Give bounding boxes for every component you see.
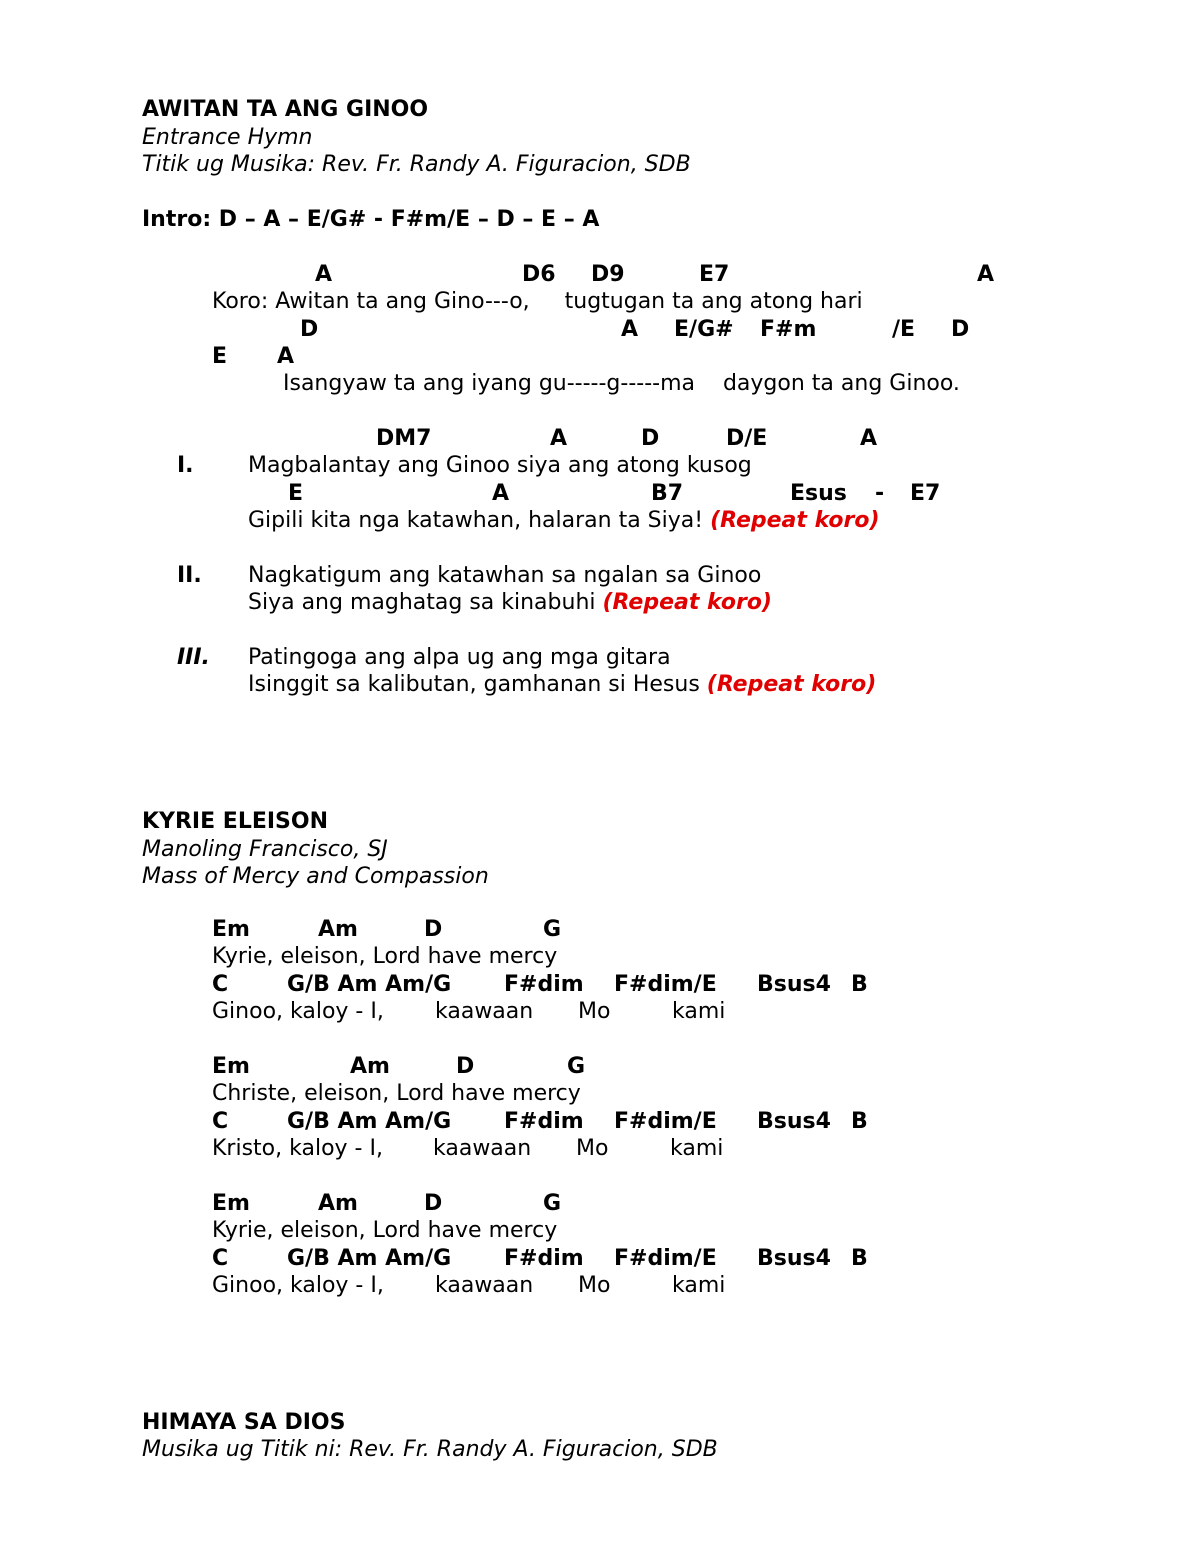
- chord: DM7: [376, 426, 432, 451]
- lyric-line: Nagkatigum ang katawhan sa ngalan sa Ginoo: [248, 563, 762, 588]
- lyric-word: Mo: [578, 1273, 611, 1298]
- chord: D/E: [726, 426, 768, 451]
- lyric-line: [248, 589, 772, 616]
- song-title: AWITAN TA ANG GINOO: [142, 97, 429, 122]
- chord: F#m: [760, 317, 817, 342]
- chord: B7: [651, 481, 684, 506]
- song-credit: Mass of Mercy and Compassion: [142, 864, 489, 889]
- chord: D: [424, 1191, 443, 1216]
- chord: F#dim: [504, 1109, 584, 1134]
- chord: F#dim/E: [614, 972, 717, 997]
- chord: G: [543, 917, 562, 942]
- lyric-word: kaawaan: [433, 1136, 532, 1161]
- lyric-text: Gipili kita nga katawhan, halaran ta Siya!: [248, 508, 711, 533]
- intro-chords: Intro: D – A – E/G# - F#m/E – D – E – A: [142, 207, 600, 232]
- lyric-line: Koro: Awitan ta ang Gino---o, tugtugan ta ang atong hari: [212, 289, 863, 314]
- chord: B: [851, 1109, 868, 1134]
- chord: G/B Am Am/G: [287, 972, 452, 997]
- chord: E: [288, 481, 304, 506]
- chord: Esus: [790, 481, 847, 506]
- chord: Em: [212, 917, 250, 942]
- lyric-text: Siya ang maghatag sa kinabuhi: [248, 590, 603, 615]
- song-credit: Musika ug Titik ni: Rev. Fr. Randy A. Figuracion, SDB: [142, 1437, 718, 1462]
- chord: Em: [212, 1191, 250, 1216]
- lyric-line: Magbalantay ang Ginoo siya ang atong kusog: [248, 453, 752, 478]
- chord: A: [977, 262, 995, 287]
- chord: F#dim: [504, 1246, 584, 1271]
- chord: E7: [699, 262, 730, 287]
- chord: -: [875, 481, 885, 506]
- chord: G/B Am Am/G: [287, 1246, 452, 1271]
- chord: D: [424, 917, 443, 942]
- repeat-note: (Repeat koro): [706, 672, 877, 697]
- chord: A: [860, 426, 878, 451]
- lyric-word: kaawaan: [435, 1273, 534, 1298]
- lyric-word: kami: [672, 999, 726, 1024]
- lyric-word: Mo: [576, 1136, 609, 1161]
- lyric-line: Patingoga ang alpa ug ang mga gitara: [248, 645, 671, 670]
- chord: Am: [350, 1054, 390, 1079]
- chord: F#dim: [504, 972, 584, 997]
- chord: G/B Am Am/G: [287, 1109, 452, 1134]
- chord: C: [212, 1246, 229, 1271]
- chord: A: [492, 481, 510, 506]
- song-subtitle: Entrance Hymn: [142, 125, 313, 150]
- repeat-note: (Repeat koro): [710, 508, 880, 533]
- song-credit: Manoling Francisco, SJ: [142, 837, 388, 862]
- chord: F#dim/E: [614, 1246, 717, 1271]
- chord: B: [851, 972, 868, 997]
- song-title: KYRIE ELEISON: [142, 809, 329, 834]
- chord: E7: [910, 481, 941, 506]
- lyric-line: Kyrie, eleison, Lord have mercy: [212, 944, 558, 969]
- lyric-text: Isinggit sa kalibutan, gamhanan si Hesus: [248, 672, 707, 697]
- chord: E/G#: [674, 317, 734, 342]
- chord: D: [456, 1054, 475, 1079]
- song-title: HIMAYA SA DIOS: [142, 1410, 346, 1435]
- song-credit: Titik ug Musika: Rev. Fr. Randy A. Figuracion, SDB: [142, 152, 691, 177]
- lyric-line: Isangyaw ta ang iyang gu-----g-----ma daygon ta ang Ginoo.: [283, 371, 960, 396]
- lyric-line: Kyrie, eleison, Lord have mercy: [212, 1218, 558, 1243]
- chord: D9: [591, 262, 625, 287]
- chord: D: [641, 426, 660, 451]
- lyric-word: Kristo, kaloy - I,: [212, 1136, 383, 1161]
- chord: Bsus4: [757, 972, 831, 997]
- chord: Am: [318, 917, 358, 942]
- chord: A: [550, 426, 568, 451]
- verse-label: II.: [177, 563, 202, 588]
- lyric-line: [248, 507, 880, 534]
- chord: Bsus4: [757, 1246, 831, 1271]
- chord: F#dim/E: [614, 1109, 717, 1134]
- chord: D6: [522, 262, 556, 287]
- chord: G: [543, 1191, 562, 1216]
- verse-label: I.: [177, 453, 194, 478]
- repeat-note: (Repeat koro): [602, 590, 772, 615]
- chord: Am: [318, 1191, 358, 1216]
- verse-label: III.: [177, 645, 210, 670]
- lyric-word: kami: [670, 1136, 724, 1161]
- chord: Em: [212, 1054, 250, 1079]
- lyric-word: kami: [672, 1273, 726, 1298]
- lyric-line: [248, 671, 876, 698]
- chord: G: [567, 1054, 586, 1079]
- chord: A: [277, 344, 295, 369]
- chord: A: [621, 317, 639, 342]
- chord: D: [951, 317, 970, 342]
- chord: C: [212, 972, 229, 997]
- chord: A: [315, 262, 333, 287]
- chord: D: [300, 317, 319, 342]
- chord: E: [212, 344, 228, 369]
- chord: C: [212, 1109, 229, 1134]
- chord: Bsus4: [757, 1109, 831, 1134]
- lyric-word: Ginoo, kaloy - I,: [212, 999, 384, 1024]
- chord: B: [851, 1246, 868, 1271]
- chord: /E: [892, 317, 916, 342]
- lyric-word: Mo: [578, 999, 611, 1024]
- lyric-word: kaawaan: [435, 999, 534, 1024]
- lyric-line: Christe, eleison, Lord have mercy: [212, 1081, 581, 1106]
- lyric-word: Ginoo, kaloy - I,: [212, 1273, 384, 1298]
